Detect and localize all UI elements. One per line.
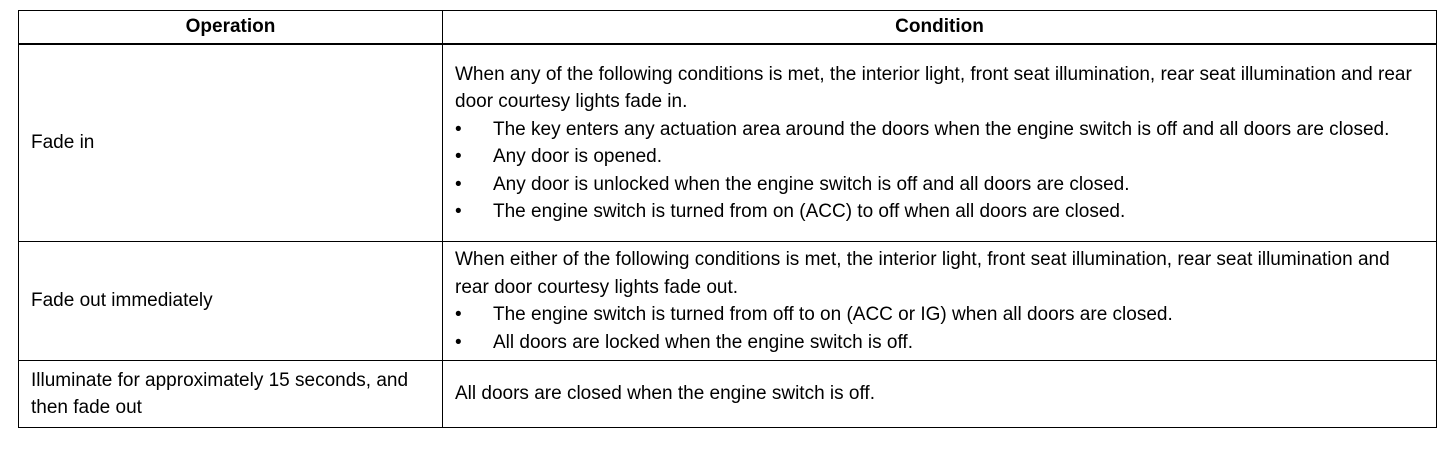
condition-item-text: Any door is unlocked when the engine switch is off and all doors are closed.	[493, 173, 1130, 195]
condition-item	[455, 198, 1424, 226]
header-condition: Condition	[443, 11, 1437, 45]
condition-cell	[443, 44, 1437, 242]
header-operation: Operation	[19, 11, 443, 45]
condition-intro: When any of the following conditions is met, the interior light, front seat illumination, rear seat illumination and rear door courtesy lights fade in.	[455, 63, 1412, 112]
condition-item	[455, 301, 1424, 329]
bullet-icon: •	[455, 304, 462, 325]
table-body	[19, 44, 1437, 428]
condition-item-text: Any door is opened.	[493, 146, 663, 167]
condition-list	[455, 116, 1424, 226]
condition-item-text: All doors are locked when the engine switch is off.	[493, 331, 913, 353]
operation-cell: Fade in	[19, 44, 443, 242]
bullet-icon: •	[455, 146, 462, 167]
table-row	[19, 44, 1437, 242]
condition-cell	[443, 242, 1437, 361]
condition-item-text: The key enters any actuation area around the doors when the engine switch is off and all doors are closed.	[493, 118, 1390, 140]
operation-condition-table	[18, 10, 1437, 428]
bullet-icon: •	[455, 173, 462, 195]
operation-cell: Illuminate for approximately 15 seconds, and then fade out	[19, 361, 443, 428]
header-row	[19, 11, 1437, 45]
condition-item	[455, 329, 1424, 357]
table-row	[19, 242, 1437, 361]
condition-item	[455, 143, 1424, 171]
condition-item	[455, 171, 1424, 199]
bullet-icon: •	[455, 331, 462, 353]
bullet-icon: •	[455, 118, 462, 140]
bullet-icon: •	[455, 201, 462, 222]
condition-intro: When either of the following conditions is met, the interior light, front seat illumination, rear seat illumination and rear door courtesy lights fade out.	[455, 249, 1390, 298]
condition-list	[455, 301, 1424, 356]
condition-intro: All doors are closed when the engine switch is off.	[455, 383, 875, 405]
condition-item-text: The engine switch is turned from on (ACC) to off when all doors are closed.	[493, 201, 1126, 222]
condition-cell	[443, 361, 1437, 428]
table-header	[19, 11, 1437, 45]
condition-item-text: The engine switch is turned from off to on (ACC or IG) when all doors are closed.	[493, 304, 1173, 325]
condition-item	[455, 116, 1424, 144]
table-row	[19, 361, 1437, 428]
operation-cell: Fade out immediately	[19, 242, 443, 361]
